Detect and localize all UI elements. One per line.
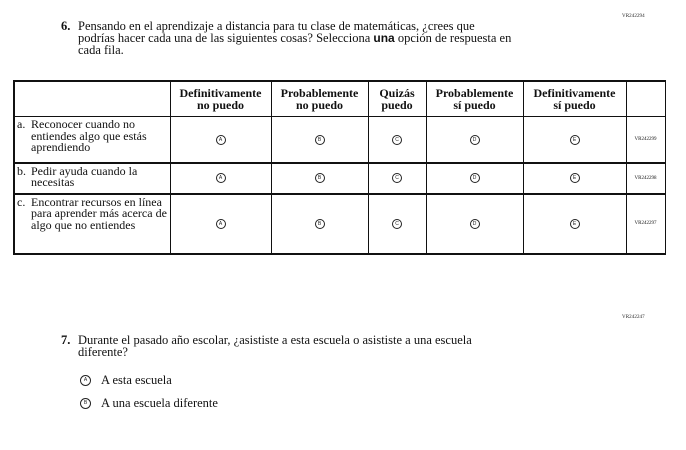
question-7-line-2: diferente? <box>78 345 128 359</box>
grid-row-c <box>14 194 665 254</box>
row-b-code: VR242298 <box>626 163 665 194</box>
row-b-option-b-radio[interactable]: B <box>315 173 325 183</box>
question-7-option-a[interactable] <box>80 373 172 388</box>
question-6-line-2: podrías hacer cada una de las siguientes cosas? Selecciona una opción de respuesta en <box>78 31 512 45</box>
question-7-option-b[interactable] <box>80 396 218 411</box>
option-a-label: A esta escuela <box>101 373 172 387</box>
option-b-label: A una escuela diferente <box>101 396 218 410</box>
row-a-option-d-radio[interactable]: D <box>470 135 480 145</box>
header-code-blank <box>626 81 665 117</box>
row-c-option-a-radio[interactable]: A <box>216 219 226 229</box>
row-a-option-b-radio[interactable]: B <box>315 135 325 145</box>
question-7-code: VR242247 <box>622 315 645 320</box>
grid-header-blank <box>14 81 170 117</box>
header-probablemente-no-puedo: Probablemente no puedo <box>271 81 368 117</box>
question-6-grid <box>13 80 666 255</box>
option-a-radio[interactable]: A <box>80 375 91 386</box>
question-7-text <box>78 334 598 358</box>
row-b-option-d-radio[interactable]: D <box>470 173 480 183</box>
row-a-label: a. Reconocer cuando no entiendes algo que estás aprendiendo <box>14 117 170 163</box>
question-6-line-1: Pensando en el aprendizaje a distancia para tu clase de matemáticas, ¿crees que <box>78 19 475 33</box>
row-a-option-e-radio[interactable]: E <box>570 135 580 145</box>
row-c-code: VR242297 <box>626 194 665 254</box>
question-6-code: VR242294 <box>622 14 645 19</box>
row-c-option-d-radio[interactable]: D <box>470 219 480 229</box>
row-c-label: c. Encontrar recursos en línea para aprender más acerca de algo que no entiendes <box>14 194 170 254</box>
question-7-number: 7. <box>61 333 71 347</box>
question-6-text <box>78 20 598 56</box>
emphasis-una: una <box>373 31 395 45</box>
header-definitivamente-no-puedo: Definitivamente no puedo <box>170 81 271 117</box>
question-6-number: 6. <box>61 19 71 33</box>
grid-header-row <box>14 81 665 117</box>
question-6-line-3: cada fila. <box>78 43 124 57</box>
header-quizas-puedo: Quizás puedo <box>368 81 426 117</box>
row-a-option-a-radio[interactable]: A <box>216 135 226 145</box>
row-b-option-c-radio[interactable]: C <box>392 173 402 183</box>
row-c-option-e-radio[interactable]: E <box>570 219 580 229</box>
row-c-option-b-radio[interactable]: B <box>315 219 325 229</box>
row-a-code: VR242299 <box>626 117 665 163</box>
row-b-option-a-radio[interactable]: A <box>216 173 226 183</box>
question-7-line-1: Durante el pasado año escolar, ¿asististe a esta escuela o asististe a una escuela <box>78 333 472 347</box>
grid-row-b <box>14 163 665 194</box>
row-b-label: b. Pedir ayuda cuando la necesitas <box>14 163 170 194</box>
header-definitivamente-si-puedo: Definitivamente sí puedo <box>523 81 626 117</box>
row-b-option-e-radio[interactable]: E <box>570 173 580 183</box>
row-c-option-c-radio[interactable]: C <box>392 219 402 229</box>
row-a-option-c-radio[interactable]: C <box>392 135 402 145</box>
grid-row-a <box>14 117 665 163</box>
header-probablemente-si-puedo: Probablemente sí puedo <box>426 81 523 117</box>
option-b-radio[interactable]: B <box>80 398 91 409</box>
